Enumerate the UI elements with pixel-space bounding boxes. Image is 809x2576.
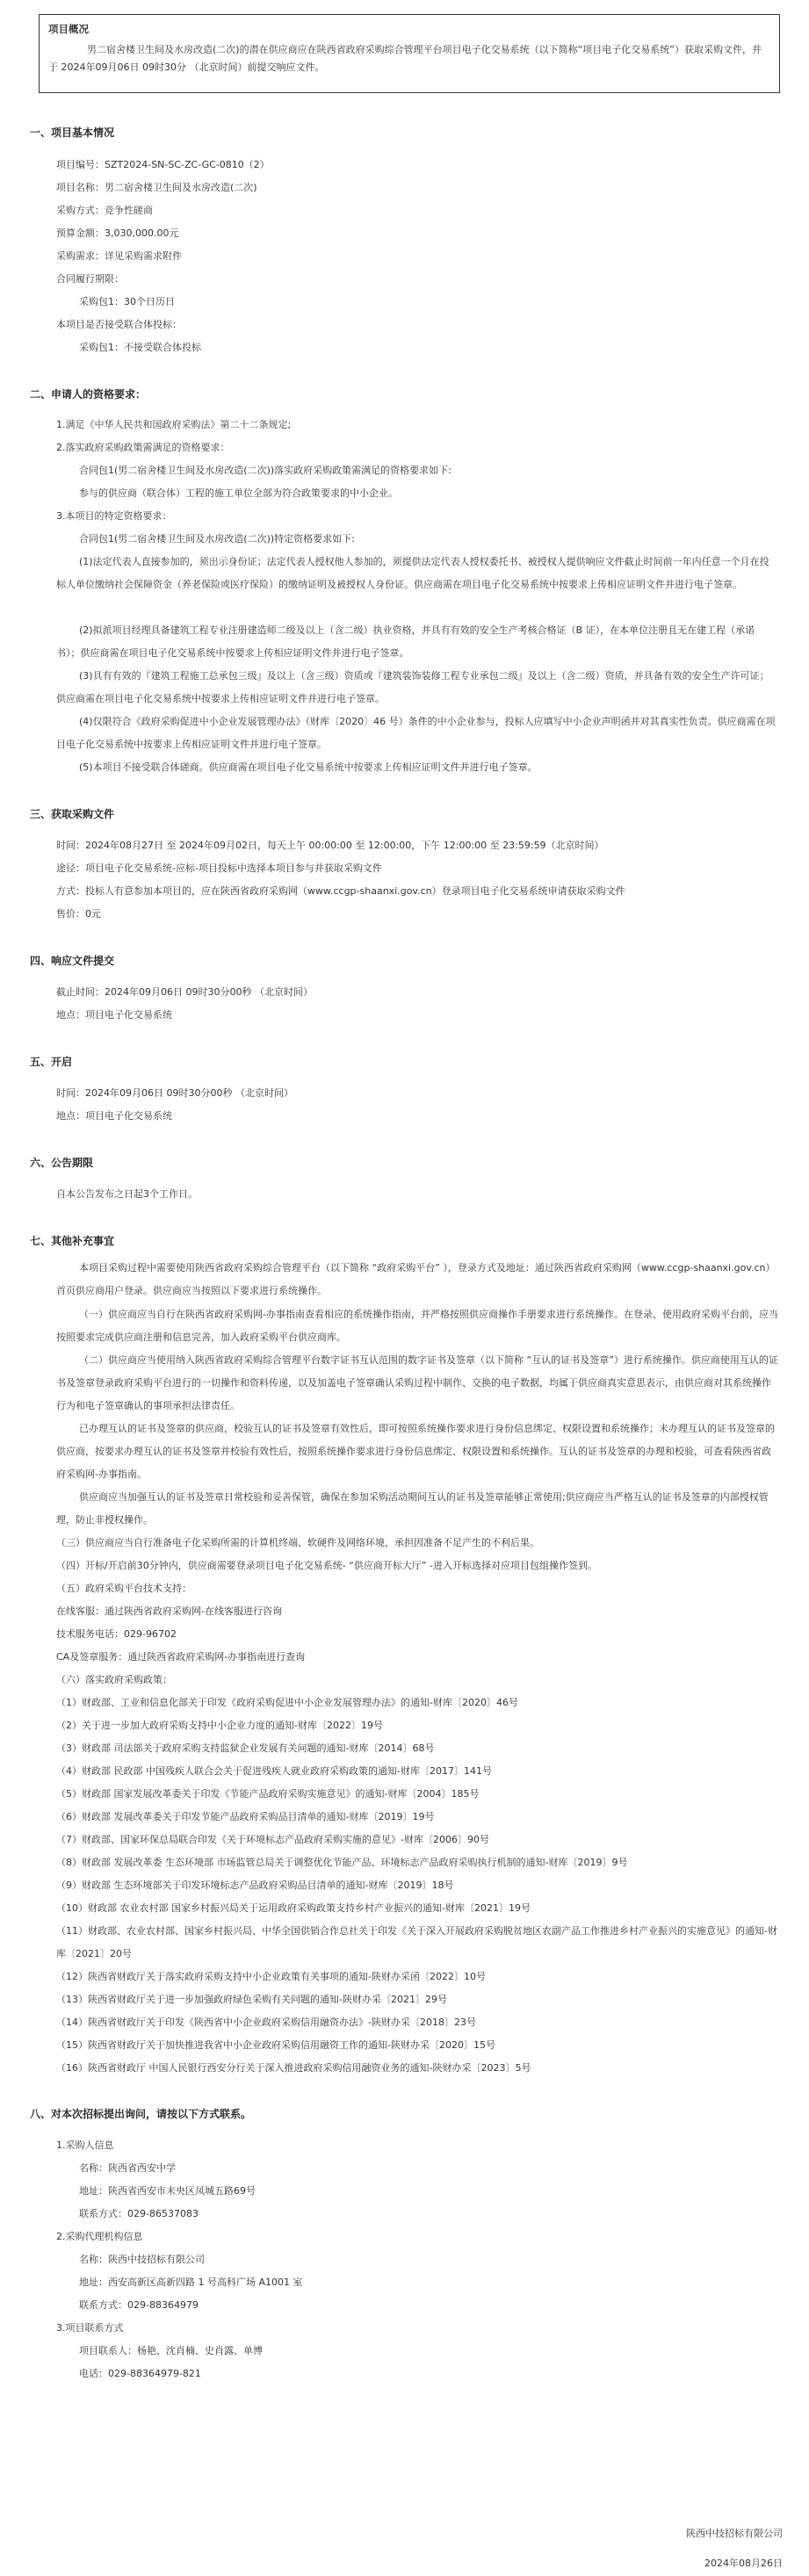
acquire-time: 时间：2024年08月27日 至 2024年09月02日，每天上午 00:00:00 至 12:00:00，下午 12:00:00 至 23:59:59（北京时间）: [56, 840, 604, 851]
qualification-item-3: 3.本项目的特定资格要求：: [56, 510, 172, 522]
submission-deadline: 截止时间：2024年09月06日 09时30分00秒 （北京时间）: [56, 986, 313, 998]
qualification-item-2: 2.落实政府采购政策需满足的资格要求：: [56, 442, 230, 453]
section-5-title: 五、开启: [30, 1056, 73, 1068]
agency-info-title: 2.采购代理机构信息: [56, 2231, 143, 2242]
supplement-item-3: （三）供应商应当自行准备电子化采购所需的计算机终端、软硬件及网络环境，承担因准备不足产生的不利后果。: [56, 1537, 539, 1548]
purchaser-name: 名称：陕西省西安中学: [79, 2162, 176, 2174]
policy-item: （11）财政部、农业农村部、国家乡村振兴局、中华全国供销合作总社关于印发《关于深入开展政府采购脱贫地区农副产品工作推进乡村产业振兴的实施意见》的通知-财库〔2021〕20号: [56, 1925, 777, 1959]
policy-item: （7）财政部、国家环保总局联合印发《关于环境标志产品政府采购实施的意见》-财库〔2006〕90号: [56, 1834, 489, 1845]
section-2-title: 二、申请人的资格要求：: [30, 388, 147, 400]
consortium-package-1: 采购包1：不接受联合体投标: [79, 342, 201, 353]
policy-item: （6）财政部 发展改革委关于印发节能产品政府采购品目清单的通知-财库〔2019〕19号: [56, 1811, 435, 1822]
submission-location: 地点：项目电子化交易系统: [56, 1009, 172, 1021]
policy-item: （13）陕西省财政厅关于进一步加强政府绿色采购有关问题的通知-陕财办采〔2021〕29号: [56, 1994, 447, 2005]
tech-service-phone: 技术服务电话：029-96702: [56, 1628, 177, 1640]
supplement-certificate-note: 已办理互认的证书及签章的供应商，校验互认的证书及签章有效性后，即可按照系统操作要求进行身份信息绑定、权限设置和系统操作；未办理互认的证书及签章的供应商，按要求办理互认的证书及签章并校验有效性后，按照系统操作要求进行身份信息绑定、权限设置和系统操作。互认的证书及签章的办理和校验，可查看陕西省政府采购网-办事指南。: [56, 1423, 775, 1480]
acquire-price: 售价：0元: [56, 908, 101, 920]
policy-item: （15）陕西省财政厅关于加快推进我省中小企业政府采购信用融资工作的通知-陕财办采〔2020〕15号: [56, 2039, 495, 2051]
footer-organization: 陕西中技招标有限公司: [686, 2528, 783, 2539]
supplement-intro: 本项目采购过程中需要使用陕西省政府采购综合管理平台（以下简称 “政府采购平台” ），登录方式及地址：通过陕西省政府采购网（www.ccgp-shaanxi.gov.cn）首页供应商用户登录。供应商应当按照以下要求进行系统操作。: [56, 1262, 776, 1296]
supplement-item-6: （六）落实政府采购政策：: [56, 1674, 172, 1685]
policy-item: （2）关于进一步加大政府采购支持中小企业力度的通知-财库〔2022〕19号: [56, 1720, 383, 1731]
announcement-period: 自本公告发布之日起3个工作日。: [56, 1188, 198, 1200]
ca-service: CA及签章服务：通过陕西省政府采购网-办事指南进行查询: [56, 1651, 306, 1663]
policy-item: （1）财政部、工业和信息化部关于印发《政府采购促进中小企业发展管理办法》的通知-财库〔2020〕46号: [56, 1697, 518, 1708]
section-4-title: 四、响应文件提交: [30, 955, 115, 967]
supplement-item-5: （五）政府采购平台技术支持：: [56, 1583, 191, 1594]
section-6-title: 六、公告期限: [30, 1157, 94, 1169]
project-contact-phone: 电话：029-88364979-821: [79, 2368, 201, 2379]
specific-requirement-4: (4)仅限符合《政府采购促进中小企业发展管理办法》（财库〔2020〕46 号）条件的中小企业参与，投标人应填写中小企业声明函并对其真实性负责。供应商需在项目电子化交易系统中按要求上传相应证明文件并进行电子签章。: [56, 716, 776, 750]
agency-address: 地址：西安高新区高新四路 1 号高科广场 A1001 室: [79, 2277, 303, 2288]
policy-item: （4）财政部 民政部 中国残疾人联合会关于促进残疾人就业政府采购政策的通知-财库〔2017〕141号: [56, 1765, 492, 1777]
online-service: 在线客服：通过陕西省政府采购网-在线客服进行咨询: [56, 1605, 282, 1617]
agency-name: 名称：陕西中技招标有限公司: [79, 2254, 205, 2265]
purchaser-address: 地址：陕西省西安市未央区凤城五路69号: [79, 2185, 256, 2197]
section-8-title: 八、对本次招标提出询问，请按以下方式联系。: [30, 2108, 252, 2120]
supplement-item-1: （一）供应商应当自行在陕西省政府采购网-办事指南查看相应的系统操作指南，并严格按照供应商操作手册要求进行系统操作。在登录、使用政府采购平台前，应当按照要求完成供应商注册和信息完善，加入政府采购平台供应商库。: [56, 1309, 778, 1343]
policy-item: （10）财政部 农业农村部 国家乡村振兴局关于运用政府采购政策支持乡村产业振兴的通知-财库〔2021〕19号: [56, 1902, 531, 1914]
project-contact-title: 3.项目联系方式: [56, 2322, 124, 2334]
qualification-item-1: 1.满足《中华人民共和国政府采购法》第二十二条规定;: [56, 419, 292, 430]
policy-item: （16）陕西省财政厅 中国人民银行西安分行关于深入推进政府采购信用融资业务的通知-陕财办采〔2023〕5号: [56, 2062, 531, 2074]
section-1-title: 一、项目基本情况: [30, 126, 115, 139]
opening-time: 时间：2024年09月06日 09时30分00秒 （北京时间）: [56, 1087, 293, 1099]
policy-item: （12）陕西省财政厅关于落实政府采购支持中小企业政策有关事项的通知-陕财办采函〔2022〕10号: [56, 1971, 486, 1982]
specific-requirement-5: (5)本项目不接受联合体磋商。供应商需在项目电子化交易系统中按要求上传相应证明文件并进行电子签章。: [79, 761, 538, 773]
specific-requirement-2: (2)拟派项目经理具备建筑工程专业注册建造师二级及以上（含二级）执业资格，并具有有效的安全生产考核合格证（B 证），在本单位注册且无在建工程（承诺书）；供应商需在项目电子化交易系统中按要求上传相应证明文件并进行电子签章。: [56, 624, 755, 659]
section-7-title: 七、其他补充事宜: [30, 1235, 115, 1247]
policy-requirement-text: 参与的供应商（联合体）工程的施工单位全部为符合政策要求的中小企业。: [79, 487, 398, 499]
project-number: 项目编号：SZT2024-SN-SC-ZC-GC-0810（2）: [56, 159, 270, 170]
project-overview-box: [39, 14, 780, 93]
supplement-item-2: （二）供应商应当使用纳入陕西省政府采购综合管理平台数字证书互认范围的数字证书及签章（以下简称 “互认的证书及签章”）进行系统操作。供应商使用互认的证书及签章登录政府采购平台进行的一切操作和资料传递，以及加盖电子签章确认采购过程中制作、交换的电子数据，均属于供应商真实意思表示，由供应商对其系统操作行为和电子签章确认的事项承担法律责任。: [56, 1354, 778, 1411]
specific-requirement-1: (1)法定代表人直接参加的，须出示身份证；法定代表人授权他人参加的，须提供法定代表人授权委托书、被授权人提供响应文件截止时间前一年内任意一个月在投标人单位缴纳社会保障资金（养老保险或医疗保险）的缴纳证明及被授权人身份证。供应商需在项目电子化交易系统中按要求上传相应证明文件并进行电子签章。: [56, 556, 769, 590]
overview-text: 男二宿舍楼卫生间及水房改造(二次)的潜在供应商应在陕西省政府采购综合管理平台项目电子化交易系统（以下简称“项目电子化交易系统”）获取采购文件，并于 2024年09月06日 09时30分 （北京时间）前提交响应文件。: [48, 44, 762, 73]
contract-period-package-1: 采购包1：30个日历日: [79, 296, 175, 307]
project-name: 项目名称：男二宿舍楼卫生间及水房改造(二次): [56, 182, 257, 193]
policy-item: （8）财政部 发展改革委 生态环境部 市场监管总局关于调整优化节能产品、环境标志产品政府采购执行机制的通知-财库〔2019〕9号: [56, 1857, 628, 1868]
budget-amount: 预算金额：3,030,000.00元: [56, 227, 179, 239]
overview-title: 项目概况: [48, 23, 89, 35]
policy-item: （5）财政部 国家发展改革委关于印发《节能产品政府采购实施意见》的通知-财库〔2004〕185号: [56, 1788, 480, 1800]
project-contact-people: 项目联系人：杨艳、沈肖楠、史肖露、单博: [79, 2345, 263, 2356]
purchaser-phone: 联系方式：029-86537083: [79, 2208, 199, 2219]
specific-requirement-intro: 合同包1(男二宿舍楼卫生间及水房改造(二次))特定资格要求如下:: [79, 533, 355, 545]
specific-requirement-3: (3)具有有效的『建筑工程施工总承包三级』及以上（含三级）资质或『建筑装饰装修工程专业承包二级』及以上（含二级）资质，并具备有效的安全生产许可证；供应商需在项目电子化交易系统中按要求上传相应证明文件并进行电子签章。: [56, 670, 769, 704]
agency-phone: 联系方式：029-88364979: [79, 2299, 199, 2311]
acquire-method: 方式：投标人有意参加本项目的，应在陕西省政府采购网（www.ccgp-shaanxi.gov.cn）登录项目电子化交易系统申请获取采购文件: [56, 885, 625, 897]
footer-date: 2024年08月26日: [704, 2558, 783, 2569]
policy-requirement-intro: 合同包1(男二宿舍楼卫生间及水房改造(二次))落实政府采购政策需满足的资格要求如下:: [79, 465, 451, 476]
section-3-title: 三、获取采购文件: [30, 808, 115, 820]
policy-item: （14）陕西省财政厅关于印发《陕西省中小企业政府采购信用融资办法》-陕财办采〔2018〕23号: [56, 2017, 476, 2028]
policy-item: （3）财政部 司法部关于政府采购支持监狱企业发展有关问题的通知-财库〔2014〕68号: [56, 1743, 435, 1754]
purchaser-info-title: 1.采购人信息: [56, 2139, 114, 2151]
procurement-requirement: 采购需求：详见采购需求附件: [56, 250, 182, 262]
supplement-item-4: （四）开标/开启前30分钟内，供应商需要登录项目电子化交易系统- “供应商开标大厅” -进入开标选择对应项目包组操作签到。: [56, 1560, 598, 1571]
supplement-certificate-keep: 供应商应当加强互认的证书及签章日常校验和妥善保管，确保在参加采购活动期间互认的证书及签章能够正常使用;供应商应当严格互认的证书及签章的内部授权管理，防止非授权操作。: [56, 1491, 769, 1526]
procurement-method: 采购方式：竞争性磋商: [56, 205, 153, 216]
consortium-label: 本项目是否接受联合体投标：: [56, 319, 182, 330]
acquire-channel: 途径：项目电子化交易系统-应标-项目投标中选择本项目参与并获取采购文件: [56, 862, 382, 874]
policy-item: （9）财政部 生态环境部关于印发环境标志产品政府采购品目清单的通知-财库〔2019〕18号: [56, 1880, 454, 1891]
contract-period-label: 合同履行期限：: [56, 273, 124, 285]
opening-location: 地点：项目电子化交易系统: [56, 1110, 172, 1122]
